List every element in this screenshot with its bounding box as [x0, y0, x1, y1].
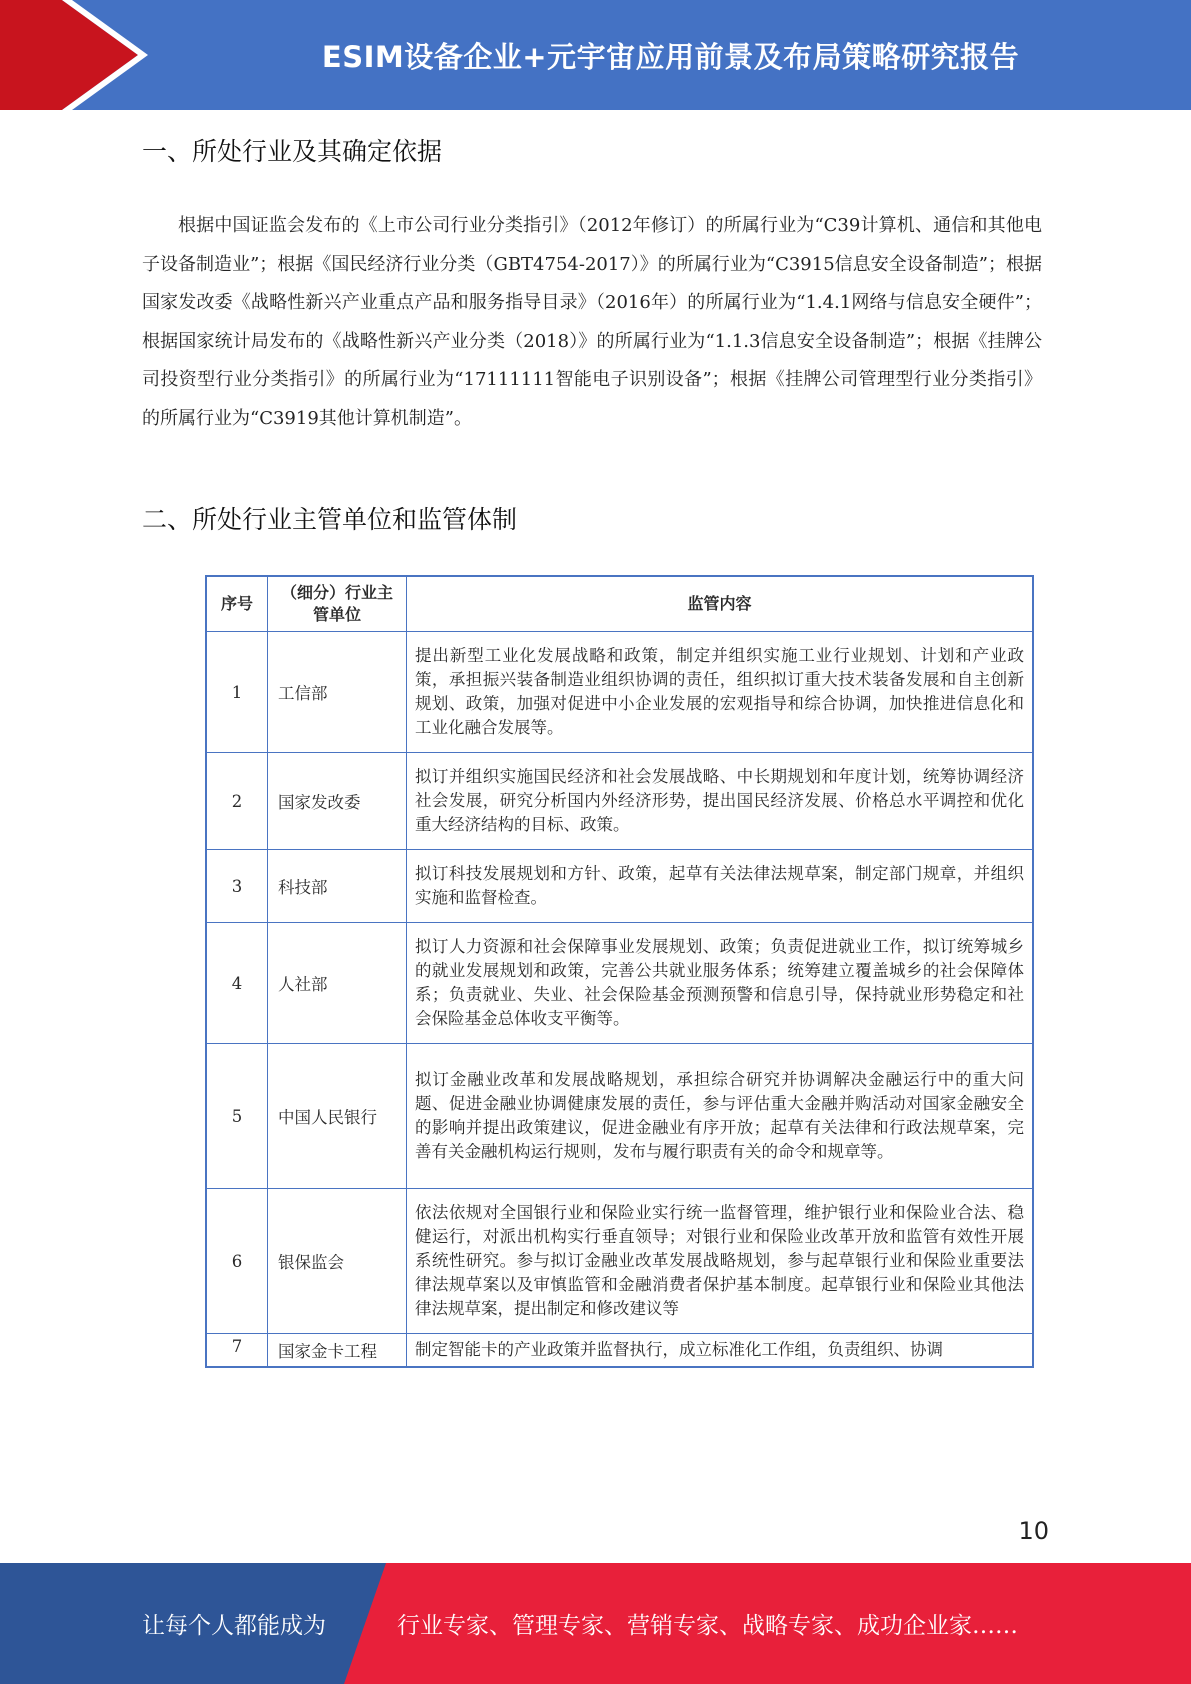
row-unit: 科技部 [268, 850, 407, 923]
row-content: 拟订金融业改革和发展战略规划，承担综合研究并协调解决金融运行中的重大问题、促进金融业协调健康发展的责任，参与评估重大金融并购活动对国家金融安全的影响并提出政策建议，促进金融业有序开放；起草有关法律和行政法规草案，完善有关金融机构运行规则，发布与履行职责有关的命令和规章等。 [407, 1044, 1034, 1189]
section-heading-industry: 一、所处行业及其确定依据 [142, 137, 443, 166]
row-content: 依法依规对全国银行业和保险业实行统一监督管理，维护银行业和保险业合法、稳健运行，对派出机构实行垂直领导；对银行业和保险业改革开放和监管有效性开展系统性研究。参与拟订金融业改革发展战略规划，参与起草银行业和保险业重要法律法规草案以及审慎监管和金融消费者保护基本制度。起草银行业和保险业其他法律法规草案，提出制定和修改建议等 [407, 1189, 1034, 1334]
row-unit: 人社部 [268, 923, 407, 1044]
header-banner [0, 0, 1191, 110]
row-number: 2 [206, 753, 268, 850]
footer-slogan-right: 行业专家、管理专家、营销专家、战略专家、成功企业家…… [397, 1613, 1018, 1639]
row-number: 6 [206, 1189, 268, 1334]
red-chevron-icon [0, 0, 150, 110]
row-unit: 中国人民银行 [268, 1044, 407, 1189]
row-content: 拟订并组织实施国民经济和社会发展战略、中长期规划和年度计划，统筹协调经济社会发展，研究分析国内外经济形势，提出国民经济发展、价格总水平调控和优化重大经济结构的目标、政策。 [407, 753, 1034, 850]
header-number: 序号 [206, 576, 268, 632]
table-row [206, 753, 1033, 850]
row-number: 3 [206, 850, 268, 923]
header-content: 监管内容 [407, 576, 1034, 632]
table-row [206, 1044, 1033, 1189]
table-row [206, 1189, 1033, 1334]
page-number: 10 [1018, 1517, 1049, 1545]
row-number: 4 [206, 923, 268, 1044]
footer-slogan-left: 让每个人都能成为 [142, 1613, 326, 1639]
table-row [206, 923, 1033, 1044]
row-unit: 国家发改委 [268, 753, 407, 850]
row-number: 1 [206, 632, 268, 753]
row-unit: 国家金卡工程 [268, 1334, 407, 1368]
table-row [206, 850, 1033, 923]
row-unit: 银保监会 [268, 1189, 407, 1334]
table-header-row [206, 576, 1033, 632]
row-unit: 工信部 [268, 632, 407, 753]
regulatory-table [205, 575, 1034, 1368]
section-heading-regulation: 二、所处行业主管单位和监管体制 [142, 505, 518, 534]
row-content: 制定智能卡的产业政策并监督执行，成立标准化工作组，负责组织、协调 [407, 1334, 1034, 1368]
row-content: 提出新型工业化发展战略和政策，制定并组织实施工业行业规划、计划和产业政策，承担振兴装备制造业组织协调的责任，组织拟订重大技术装备发展和自主创新规划、政策，加强对促进中小企业发展的宏观指导和综合协调，加快推进信息化和工业化融合发展等。 [407, 632, 1034, 753]
row-content: 拟订科技发展规划和方针、政策，起草有关法律法规草案，制定部门规章，并组织实施和监督检查。 [407, 850, 1034, 923]
row-number: 5 [206, 1044, 268, 1189]
row-content: 拟订人力资源和社会保障事业发展规划、政策；负责促进就业工作，拟订统筹城乡的就业发展规划和政策，完善公共就业服务体系；统筹建立覆盖城乡的社会保障体系；负责就业、失业、社会保险基金预测预警和信息引导，保持就业形势稳定和社会保险基金总体收支平衡等。 [407, 923, 1034, 1044]
industry-basis-paragraph: 根据中国证监会发布的《上市公司行业分类指引》（2012年修订）的所属行业为“C39计算机、通信和其他电子设备制造业”；根据《国民经济行业分类（GBT4754-2017）》的所属行业为“C3915信息安全设备制造”；根据国家发改委《战略性新兴产业重点产品和服务指导目录》（2016年）的所属行业为“1.4.1网络与信息安全硬件”；根据国家统计局发布的《战略性新兴产业分类（2018）》的所属行业为“1.1.3信息安全设备制造”；根据《挂牌公司投资型行业分类指引》的所属行业为“17111111智能电子识别设备”；根据《挂牌公司管理型行业分类指引》的所属行业为“C3919其他计算机制造”。 [142, 215, 1042, 429]
table-row [206, 1334, 1033, 1368]
table-row [206, 632, 1033, 753]
footer-banner [0, 1563, 1191, 1684]
header-unit: （细分）行业主管单位 [268, 576, 407, 632]
report-title: ESIM设备企业+元宇宙应用前景及布局策略研究报告 [321, 39, 1020, 74]
row-number: 7 [206, 1334, 268, 1368]
